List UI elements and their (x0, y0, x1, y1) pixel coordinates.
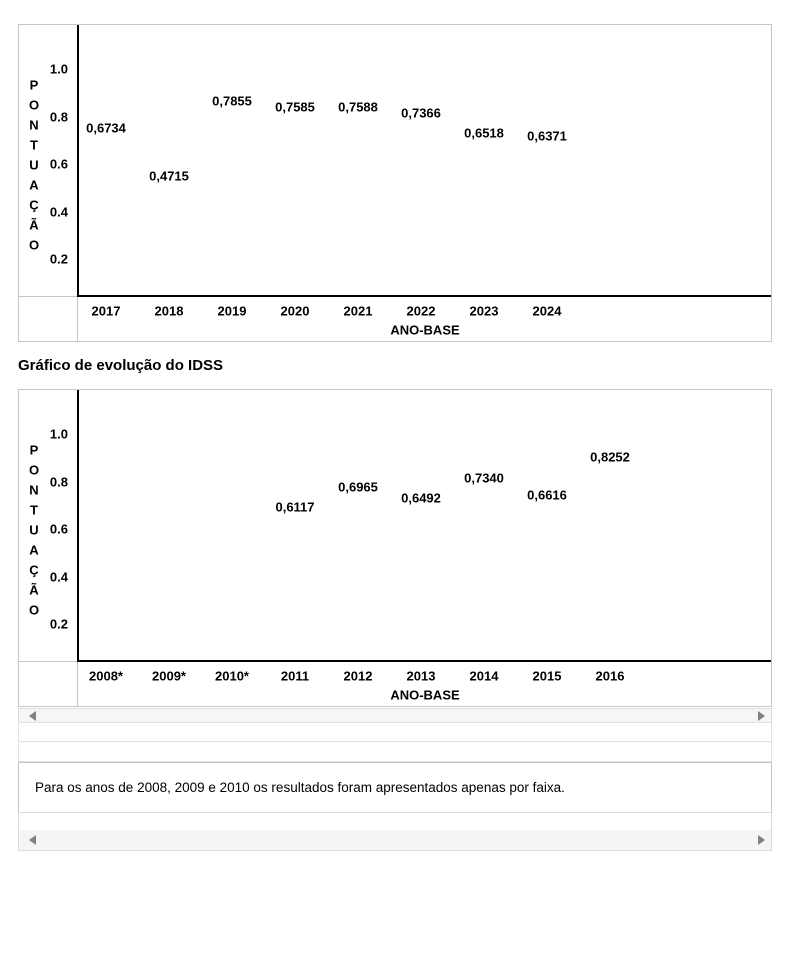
x-tick-label: 2021 (343, 303, 373, 319)
data-point-label: 0,6492 (401, 490, 441, 506)
page-title: Gráfico de evolução do IDSS (18, 357, 224, 374)
y-tick-label: 0.4 (49, 204, 68, 219)
x-tick-label: 2012 (343, 668, 373, 684)
y-axis-title-letter: A (29, 177, 39, 193)
y-axis-title-letter: N (29, 117, 39, 133)
data-point-label: 0,6371 (527, 128, 567, 144)
x-tick-label: 2018 (154, 303, 184, 319)
y-axis-title-letter: Ç (29, 197, 39, 213)
x-tick-label: 2015 (532, 668, 562, 684)
x-tick-label: 2009* (152, 668, 186, 684)
data-point-label: 0,7585 (275, 99, 315, 115)
data-point-label: 0,7340 (464, 470, 504, 486)
x-tick-label: 2014 (469, 668, 499, 684)
idss-chart-recent (18, 24, 772, 342)
x-axis-title: ANO-BASE (390, 322, 460, 338)
y-axis-title-letter: T (30, 502, 38, 518)
y-axis-title-letter: P (29, 77, 39, 93)
y-axis-title-letter: O (28, 602, 40, 618)
x-tick-label: 2020 (280, 303, 310, 319)
data-point-label: 0,6734 (86, 120, 126, 136)
x-tick-label: 2022 (406, 303, 436, 319)
y-axis-title-letter: O (28, 237, 40, 253)
data-point-label: 0,6117 (275, 499, 315, 515)
horizontal-scrollbar[interactable] (18, 708, 772, 723)
y-axis-title-letter: O (28, 462, 40, 478)
bottom-section (18, 812, 772, 851)
y-tick-label: 1.0 (49, 426, 68, 442)
x-axis-title: ANO-BASE (390, 687, 460, 703)
data-point-label: 0,6965 (338, 479, 378, 495)
data-point-label: 0,7366 (401, 105, 441, 121)
data-point-label: 0,7588 (338, 99, 378, 115)
scroll-right-icon[interactable] (758, 835, 765, 845)
x-tick-label: 2024 (532, 303, 562, 319)
y-axis-title-letter: O (28, 97, 40, 113)
empty-row (18, 722, 772, 742)
x-tick-label: 2011 (280, 668, 310, 684)
horizontal-scrollbar[interactable] (19, 830, 771, 850)
x-tick-label: 2008* (89, 668, 123, 684)
x-tick-label: 2016 (595, 668, 625, 684)
y-tick-label: 0.6 (49, 521, 68, 537)
scroll-right-icon[interactable] (758, 711, 765, 721)
data-point-label: 0,4715 (149, 168, 189, 184)
y-axis-title-letter: T (30, 137, 38, 153)
y-axis-title-letter: Ã (29, 217, 39, 233)
data-point-label: 0,6518 (464, 125, 504, 141)
data-point-label: 0,8252 (590, 449, 630, 464)
y-tick-label: 0.8 (49, 109, 68, 124)
empty-row (18, 741, 772, 762)
y-tick-label: 0.2 (49, 251, 68, 267)
footnote-text: Para os anos de 2008, 2009 e 2010 os resultados foram apresentados apenas por faixa. (35, 780, 565, 795)
y-axis-title-letter: Ç (29, 562, 39, 578)
scroll-left-icon[interactable] (29, 711, 36, 721)
y-tick-label: 0.4 (49, 569, 68, 584)
y-axis-title-letter: U (29, 522, 39, 538)
plot-area (77, 25, 771, 297)
y-tick-label: 1.0 (49, 61, 68, 77)
x-tick-label: 2019 (217, 303, 247, 319)
y-tick-label: 0.8 (49, 474, 68, 489)
scroll-left-icon[interactable] (29, 835, 36, 845)
y-axis-title-letter: P (29, 442, 39, 458)
idss-chart-history (18, 389, 772, 707)
x-tick-label: 2010* (215, 668, 249, 684)
x-tick-label: 2017 (91, 303, 121, 319)
y-axis-title-letter: N (29, 482, 39, 498)
footnote-box (18, 762, 772, 813)
x-tick-label: 2023 (469, 303, 499, 319)
data-point-label: 0,7855 (212, 93, 252, 109)
data-point-label: 0,6616 (527, 487, 567, 503)
y-axis-title-letter: U (29, 157, 39, 173)
y-tick-label: 0.2 (49, 616, 68, 632)
y-axis-title-letter: Ã (29, 582, 39, 598)
plot-area (77, 390, 771, 662)
x-tick-label: 2013 (406, 668, 436, 684)
y-axis-title-letter: A (29, 542, 39, 558)
y-tick-label: 0.6 (49, 156, 68, 172)
